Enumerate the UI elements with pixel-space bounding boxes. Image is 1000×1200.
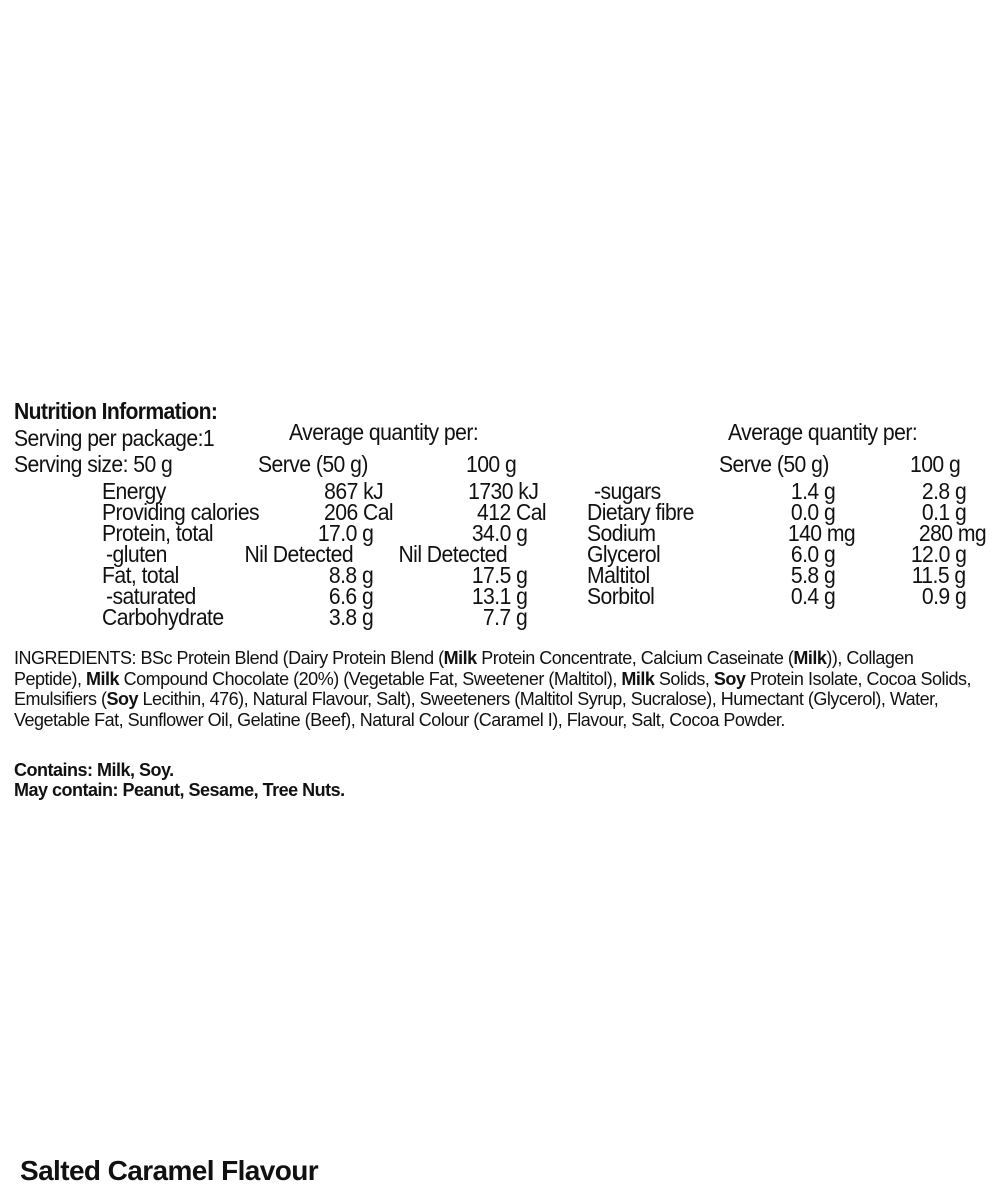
nutrient-name: -sugars — [594, 478, 661, 504]
nutrient-name: Carbohydrate — [102, 604, 224, 630]
nutrient-serve-value: 8.8 g — [328, 562, 373, 588]
ingredients-part: Solids, — [654, 668, 714, 689]
nutrient-name: Glycerol — [587, 541, 661, 567]
nutrient-serve-value: Nil Detected — [244, 541, 353, 567]
ingredients-part: )), Collagen Peptide), — [14, 648, 914, 689]
nutrient-name: Protein, total — [102, 520, 214, 546]
nutrient-serve-value: 0.4 g — [790, 583, 835, 609]
ingredients-allergen: Milk — [86, 668, 120, 689]
serving-size: Serving size: 50 g — [14, 451, 173, 477]
right-per100-header: 100 g — [910, 451, 961, 477]
nutrient-serve-value: 206 Cal — [323, 499, 393, 525]
nutrient-serve-value: 6.0 g — [790, 541, 835, 567]
nutrient-per100-value: 2.8 g — [921, 478, 966, 504]
left-avg-quantity-header: Average quantity per: — [289, 419, 479, 445]
nutrient-serve-value: 0.0 g — [790, 499, 835, 525]
nutrient-per100-value: 412 Cal — [476, 499, 546, 525]
nutrient-name: -gluten — [106, 541, 167, 567]
ingredients-allergen: Soy — [106, 689, 139, 710]
serving-per-package: Serving per package:1 — [14, 425, 215, 451]
nutrient-per100-value: 7.7 g — [482, 604, 527, 630]
ingredients-allergen: Milk — [443, 648, 477, 668]
flavour-name: Salted Caramel Flavour — [20, 1155, 319, 1186]
ingredients-part: Protein Concentrate, Calcium Caseinate ( — [476, 648, 794, 668]
left-per100-header: 100 g — [466, 451, 517, 477]
nutrient-name: Maltitol — [587, 562, 650, 588]
right-serve-header: Serve (50 g) — [719, 451, 829, 477]
ingredients-part: INGREDIENTS: BSc Protein Blend (Dairy Protein Blend ( — [14, 648, 444, 668]
left-serve-header: Serve (50 g) — [258, 451, 368, 477]
may-contain-statement: May contain: Peanut, Sesame, Tree Nuts. — [14, 780, 345, 800]
ingredients-part: Compound Chocolate (20%) (Vegetable Fat, Sweetener (Maltitol), — [119, 668, 622, 689]
ingredients-allergen: Milk — [793, 648, 827, 668]
nutrient-name: Fat, total — [102, 562, 179, 588]
nutrient-serve-value: 17.0 g — [317, 520, 373, 546]
nutrient-serve-value: 140 mg — [787, 520, 855, 546]
nutrient-per100-value: 12.0 g — [910, 541, 966, 567]
nutrient-per100-value: 17.5 g — [471, 562, 527, 588]
ingredients-allergen: Soy — [713, 668, 746, 689]
nutrient-per100-value: 1730 kJ — [467, 478, 538, 504]
nutrient-name: Dietary fibre — [587, 499, 694, 525]
nutrient-serve-value: 867 kJ — [323, 478, 383, 504]
nutrient-name: Sodium — [587, 520, 656, 546]
nutrient-per100-value: 34.0 g — [471, 520, 527, 546]
nutrient-per100-value: 280 mg — [918, 520, 986, 546]
nutrient-per100-value: Nil Detected — [398, 541, 507, 567]
nutrient-name: Sorbitol — [587, 583, 655, 609]
ingredients-text — [14, 648, 974, 731]
nutrient-serve-value: 3.8 g — [328, 604, 373, 630]
nutrient-serve-value: 6.6 g — [328, 583, 373, 609]
nutrient-per100-value: 0.9 g — [921, 583, 966, 609]
nutrient-name: Providing calories — [102, 499, 260, 525]
nutrient-name: Energy — [102, 478, 166, 504]
nutrition-title: Nutrition Information: — [14, 398, 218, 424]
nutrient-per100-value: 13.1 g — [471, 583, 527, 609]
nutrient-name: -saturated — [106, 583, 196, 609]
nutrient-per100-value: 11.5 g — [912, 562, 966, 588]
ingredients-part: Lecithin, 476), Natural Flavour, Salt), Sweeteners (Maltitol Syrup, Sucralose), Humectant (Glycerol), Water, Vegetable Fat, Sunflower Oil, Gelatine (Beef), Natural Colour (Caramel I), Flavour, Salt, Cocoa Powder. — [14, 689, 939, 731]
right-avg-quantity-header: Average quantity per: — [728, 419, 918, 445]
nutrient-per100-value: 0.1 g — [921, 499, 966, 525]
contains-statement: Contains: Milk, Soy. — [14, 760, 174, 780]
ingredients-allergen: Milk — [621, 668, 655, 689]
ingredients-part: Protein Isolate, Cocoa Solids, Emulsifiers ( — [14, 668, 972, 710]
nutrient-serve-value: 1.4 g — [790, 478, 835, 504]
nutrient-serve-value: 5.8 g — [790, 562, 835, 588]
